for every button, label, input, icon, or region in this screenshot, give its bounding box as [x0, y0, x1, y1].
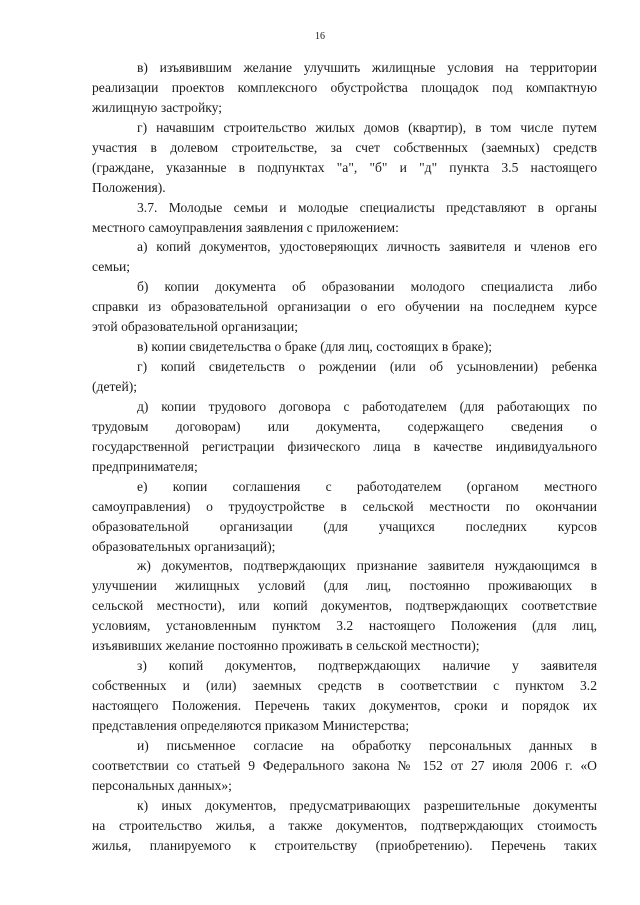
page-number: 16 [315, 31, 325, 42]
paragraph-item-g-1 [92, 118, 597, 198]
text-line: семьи; [92, 259, 131, 275]
text-line: реализации проектов комплексного обустройства площадок под компактную [92, 79, 597, 95]
paragraph-item-e [92, 477, 597, 557]
text-line: д) копии трудового договора с работодателем (для работающих по [137, 398, 597, 414]
text-line: образовательных организаций); [92, 538, 276, 554]
text-line: г) начавшим строительство жилых домов (квартир), в том числе путем [137, 119, 597, 135]
text-line: предпринимателя; [92, 458, 198, 474]
paragraph-item-a [92, 237, 597, 277]
text-line: з) копий документов, подтверждающих наличие у заявителя [137, 658, 597, 674]
text-line: справки из образовательной организации о его обучении на последнем курсе [92, 299, 597, 315]
paragraph-item-v-2 [92, 337, 597, 357]
text-line: участия в долевом строительстве, за счет собственных (заемных) средств [92, 139, 597, 155]
text-line: ж) документов, подтверждающих признание заявителя нуждающимся в [137, 558, 597, 574]
paragraph-item-k [92, 796, 597, 856]
text-line: местного самоуправления заявления с приложением: [92, 219, 399, 235]
paragraph-item-v-1 [92, 58, 597, 118]
text-line: на строительство жилья, а также документов, подтверждающих стоимость [92, 817, 597, 833]
text-line: жилищную застройку; [92, 99, 223, 115]
text-line: персональных данных»; [92, 777, 232, 793]
paragraph-item-d [92, 397, 597, 477]
text-line: самоуправления) о трудоустройстве в сельской местности по окончании [92, 498, 597, 514]
text-line: в) копии свидетельства о браке (для лиц, состоящих в браке); [137, 339, 493, 355]
text-line: собственных и (или) заемных средств в соответствии с пунктом 3.2 [92, 678, 597, 694]
text-line: государственной регистрации физического лица в качестве индивидуального [92, 438, 597, 454]
text-line: к) иных документов, предусматривающих разрешительные документы [137, 797, 597, 813]
text-line: (граждане, указанные в подпунктах "а", "б" и "д" пункта 3.5 настоящего [92, 159, 597, 175]
text-line: в) изъявившим желание улучшить жилищные условия на территории [137, 60, 597, 75]
text-line: и) письменное согласие на обработку персональных данных в [137, 737, 597, 753]
paragraph-item-g-2 [92, 357, 597, 397]
text-line: настоящего Положения. Перечень таких документов, сроки и порядок их [92, 698, 597, 713]
text-line: трудовым договорам) или документа, содержащего сведения о [92, 418, 597, 434]
text-line: б) копии документа об образовании молодого специалиста либо [137, 279, 597, 295]
paragraph-item-z [92, 656, 597, 736]
paragraph-item-b [92, 277, 597, 337]
text-line: соответствии со статьей 9 Федерального закона № 152 от 27 июля 2006 г. «О [92, 757, 597, 773]
text-line: улучшении жилищных условий (для лиц, постоянно проживающих в [92, 578, 597, 594]
document-body [92, 58, 597, 856]
text-line: жилья, планируемого к строительству (приобретению). Перечень таких [92, 837, 597, 853]
paragraph-clause-3-7 [92, 198, 597, 238]
paragraph-item-zh [92, 556, 597, 656]
text-line: (детей); [92, 379, 138, 394]
paragraph-item-i [92, 736, 597, 796]
text-line: условиям, установленным пунктом 3.2 настоящего Положения (для лиц, [92, 618, 597, 634]
text-line: г) копий свидетельств о рождении (или об усыновлении) ребенка [137, 359, 597, 375]
text-line: сельской местности), или копий документов, подтверждающих соответствие [92, 598, 597, 614]
text-line: образовательной организации (для учащихся последних курсов [92, 518, 597, 534]
text-line: изъявивших желание постоянно проживать в сельской местности); [92, 638, 480, 654]
text-line: представления определяются приказом Министерства; [92, 717, 410, 733]
text-line: Положения). [92, 179, 166, 195]
text-line: е) копии соглашения с работодателем (органом местного [137, 478, 597, 494]
text-line: а) копий документов, удостоверяющих личность заявителя и членов его [137, 239, 597, 255]
text-line: этой образовательной организации; [92, 319, 299, 335]
text-line: 3.7. Молодые семьи и молодые специалисты представляют в органы [137, 199, 597, 215]
